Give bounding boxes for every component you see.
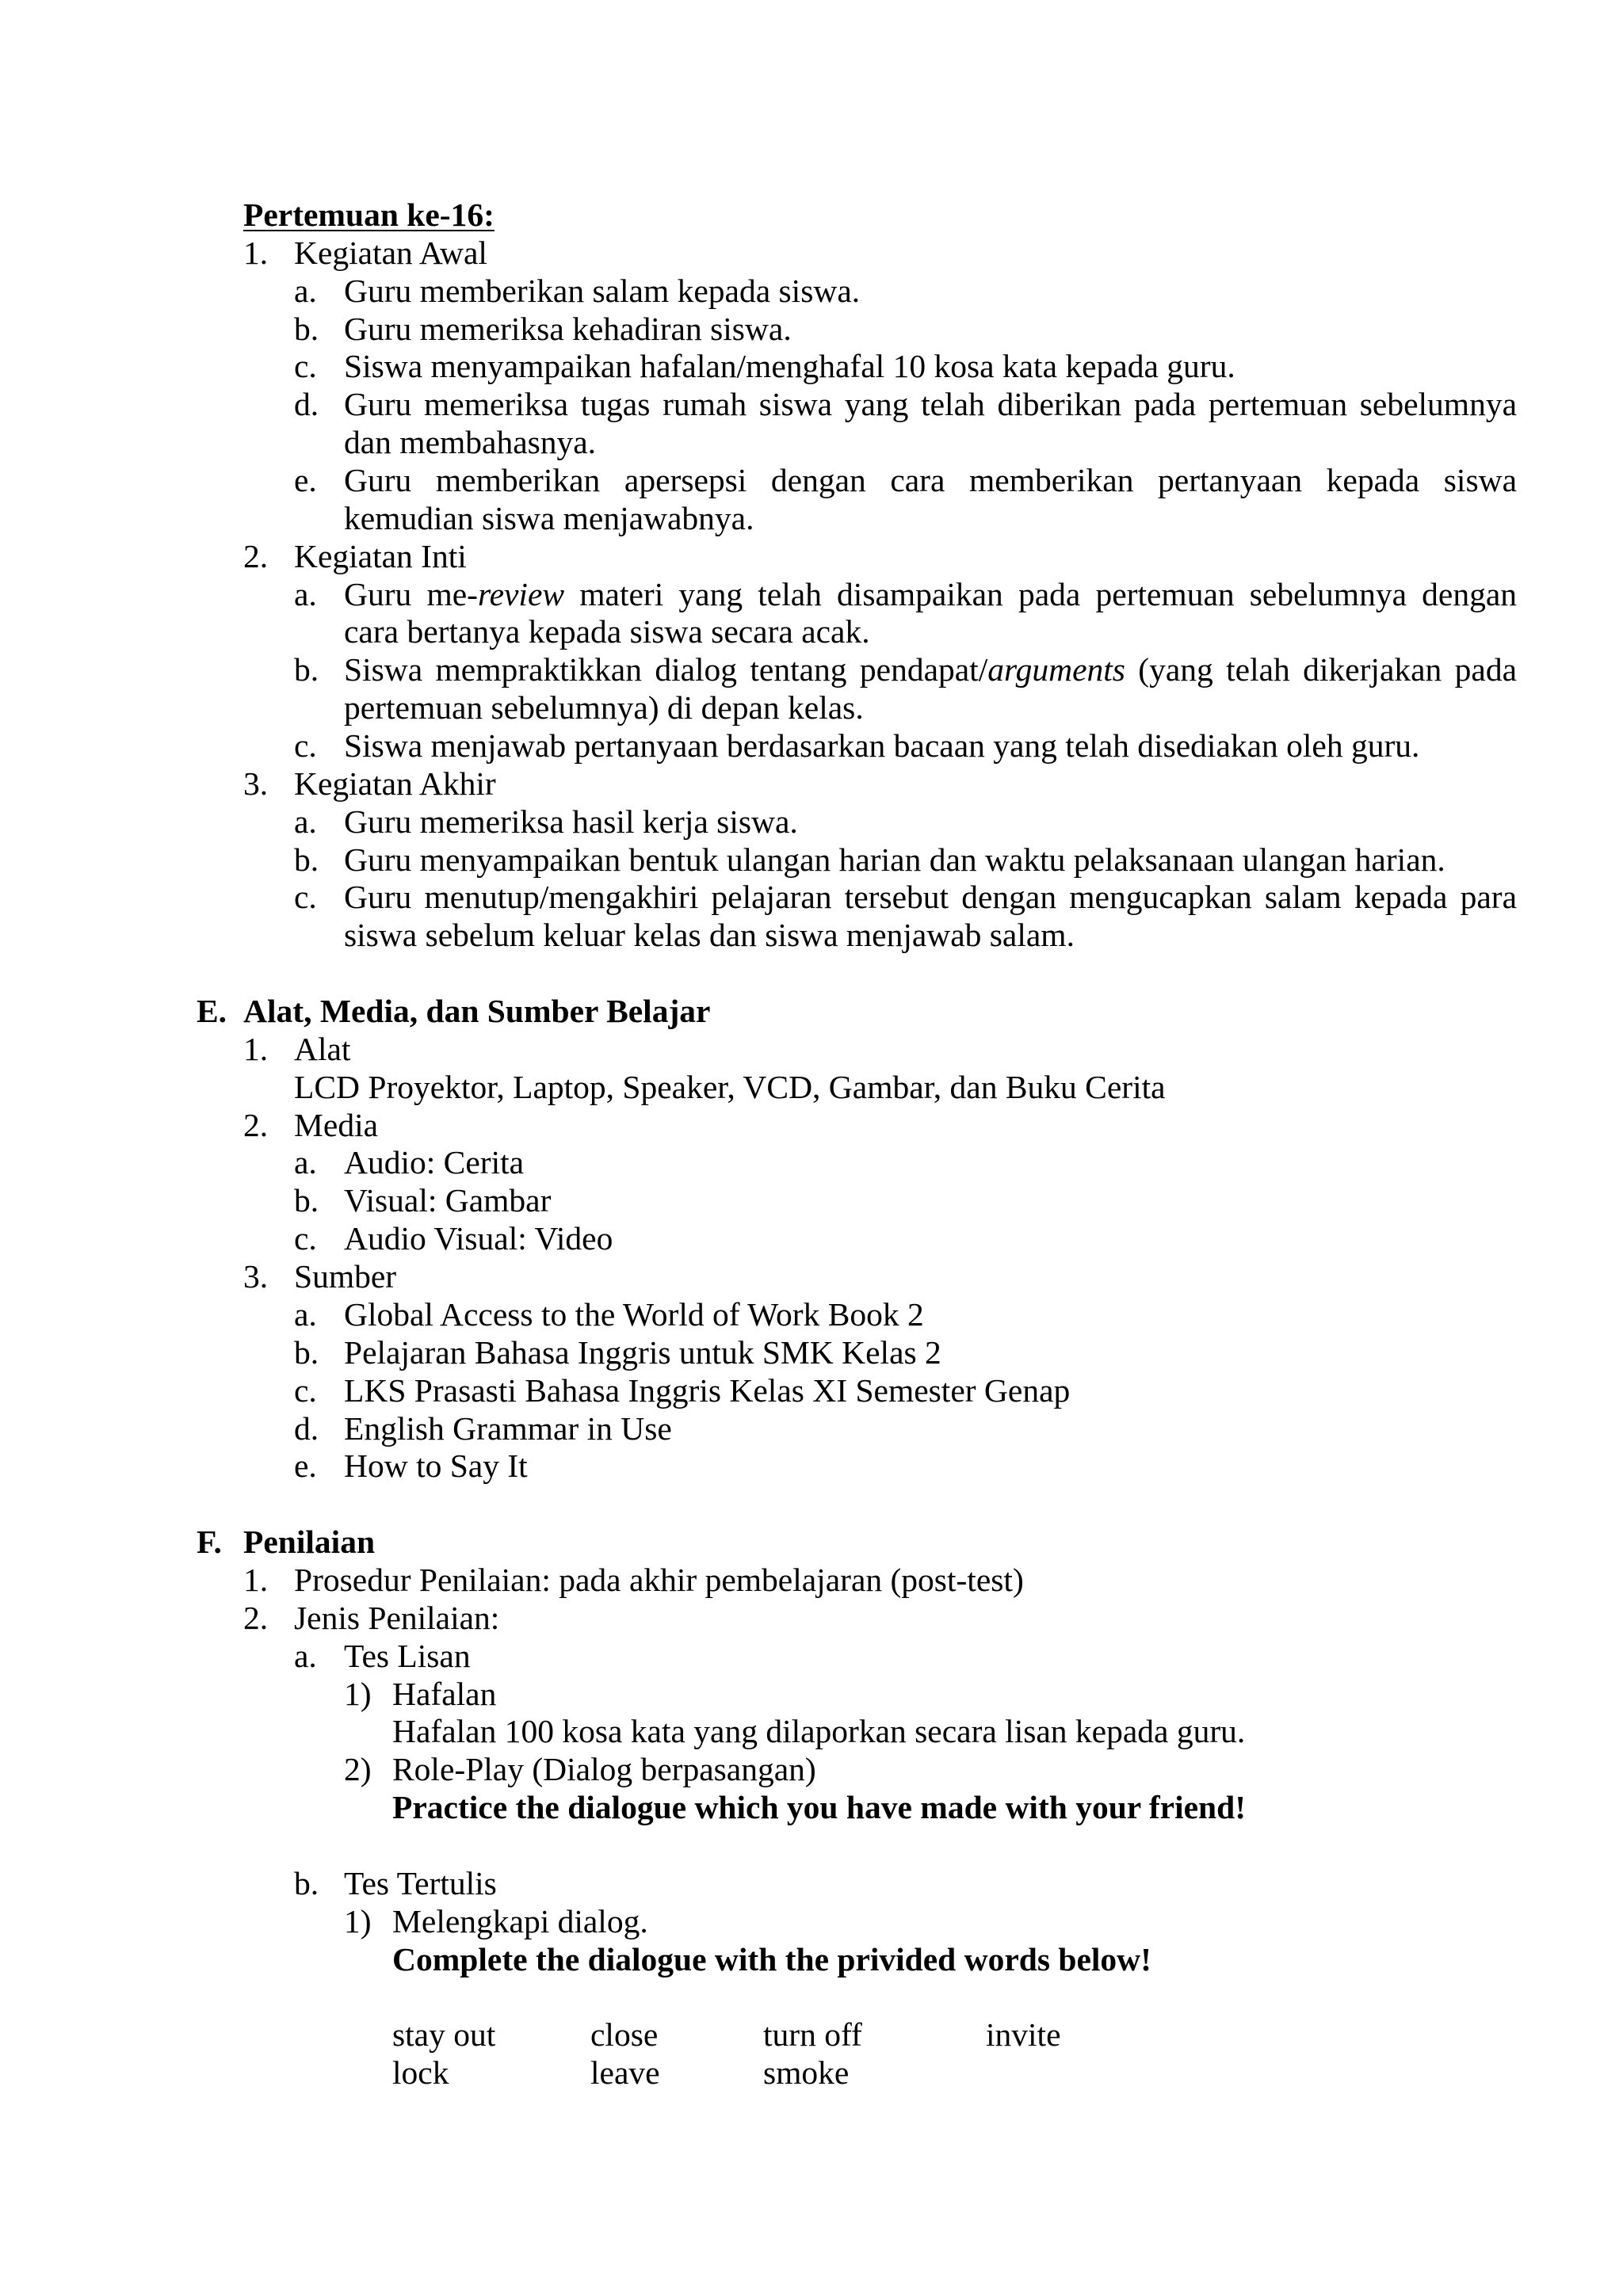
item-text: How to Say It [344, 1447, 528, 1485]
task-number: 2) [344, 1751, 372, 1788]
blank-line [0, 1978, 1623, 2016]
item-label: e. [294, 1447, 317, 1485]
point-text: Jenis Penilaian: [294, 1599, 500, 1636]
group-heading-row [0, 1258, 1623, 1296]
step-title: Kegiatan Inti [294, 537, 467, 574]
text-segment: (yang telah dikerjakan pada [1125, 651, 1517, 688]
item-label: c. [294, 1371, 317, 1409]
item-text: Global Access to the World of Work Book 2 [344, 1295, 924, 1333]
list-item [0, 1410, 1623, 1448]
item-label: a. [294, 272, 317, 309]
item-text: Guru menyampaikan bentuk ulangan harian dan waktu pelaksanaan ulangan harian. [344, 841, 1445, 878]
group-title: Media [294, 1106, 379, 1143]
step-title: Kegiatan Awal [294, 234, 487, 271]
list-item [0, 576, 1623, 614]
text-segment: materi yang telah disampaikan pada pertemuan sebelumnya dengan [564, 575, 1518, 612]
group-number: 1. [243, 1030, 269, 1067]
item-text-line: siswa sebelum keluar kelas dan siswa menjawab salam. [344, 917, 1075, 954]
step-title: Kegiatan Akhir [294, 765, 496, 802]
section-heading-row [0, 1524, 1623, 1562]
group-heading-row [0, 1107, 1623, 1145]
task-row [0, 1903, 1623, 1941]
task-title: Role-Play (Dialog berpasangan) [392, 1751, 816, 1788]
word-bank-word: invite [986, 2016, 1061, 2054]
item-text: Pelajaran Bahasa Inggris untuk SMK Kelas 2 [344, 1333, 941, 1371]
task-instruction-row [0, 1941, 1623, 1979]
item-label: c. [294, 348, 317, 385]
text-segment: Siswa mempraktikkan dialog tentang pendapat/ [344, 651, 988, 688]
word-bank-word: stay out [392, 2016, 496, 2054]
task-row [0, 1676, 1623, 1714]
list-item [0, 803, 1623, 841]
group-number: 2. [243, 1106, 269, 1143]
blank-line [0, 1486, 1623, 1524]
list-item [0, 1144, 1623, 1182]
task-instruction: Complete the dialogue with the privided words below! [392, 1940, 1151, 1978]
step-heading-row [0, 538, 1623, 576]
task-number: 1) [344, 1902, 372, 1939]
section-title: Penilaian [243, 1524, 376, 1561]
word-bank-word: smoke [763, 2054, 850, 2092]
item-label: a. [294, 1144, 317, 1181]
word-bank-row [0, 2054, 1623, 2092]
section-letter: F. [197, 1524, 222, 1561]
section-title: Alat, Media, dan Sumber Belajar [243, 993, 711, 1030]
point-number: 1. [243, 1561, 269, 1598]
item-text-line: dan membahasnya. [344, 424, 597, 461]
meeting-heading-row [0, 196, 1623, 235]
item-label: b. [294, 1182, 319, 1219]
item-label: c. [294, 879, 317, 916]
task-instruction: Practice the dialogue which you have made with your friend! [392, 1789, 1247, 1826]
list-item [0, 386, 1623, 424]
item-label: c. [294, 727, 317, 765]
blank-line [0, 1827, 1623, 1865]
word-bank-word: turn off [763, 2016, 862, 2054]
section-heading-row [0, 993, 1623, 1031]
task-detail-row [0, 1713, 1623, 1751]
item-label: d. [294, 386, 319, 423]
word-bank-word: leave [590, 2054, 660, 2092]
group-text: LCD Proyektor, Laptop, Speaker, VCD, Gambar, dan Buku Cerita [294, 1068, 1166, 1105]
point-row [0, 1562, 1623, 1600]
item-label: c. [294, 1220, 317, 1257]
task-instruction-row [0, 1789, 1623, 1827]
list-item [0, 727, 1623, 765]
step-heading-row [0, 235, 1623, 273]
item-text: Siswa menyampaikan hafalan/menghafal 10 kosa kata kepada guru. [344, 348, 1235, 385]
group-text-row [0, 1069, 1623, 1107]
item-label: b. [294, 841, 319, 878]
item-text: Audio Visual: Video [344, 1220, 613, 1257]
item-text: Audio: Cerita [344, 1144, 525, 1181]
list-item [0, 1220, 1623, 1258]
list-item [0, 841, 1623, 879]
group-heading-row [0, 1031, 1623, 1069]
group-number: 3. [243, 1258, 269, 1295]
step-number: 1. [243, 234, 269, 271]
task-detail: Hafalan 100 kosa kata yang dilaporkan secara lisan kepada guru. [392, 1713, 1246, 1750]
list-item [0, 1447, 1623, 1486]
text-segment: Guru me- [344, 575, 478, 612]
list-item-continuation [0, 917, 1623, 955]
list-item-continuation [0, 689, 1623, 727]
item-text: Guru memeriksa kehadiran siswa. [344, 310, 792, 347]
item-text: Guru memeriksa hasil kerja siswa. [344, 803, 798, 840]
section-letter: E. [197, 993, 227, 1030]
item-text-line: Guru menutup/mengakhiri pelajaran tersebut dengan mengucapkan salam kepada para [344, 879, 1517, 916]
list-item-continuation [0, 500, 1623, 538]
list-item [0, 879, 1623, 917]
item-text-line: cara bertanya kepada siswa secara acak. [344, 613, 870, 650]
task-title: Hafalan [392, 1675, 497, 1712]
word-bank-word: close [590, 2016, 659, 2054]
word-bank-word: lock [392, 2054, 449, 2092]
step-heading-row [0, 765, 1623, 803]
step-number: 2. [243, 537, 269, 574]
item-label: b. [294, 1333, 319, 1371]
word-bank-row [0, 2016, 1623, 2054]
point-text: Prosedur Penilaian: pada akhir pembelajaran (post-test) [294, 1561, 1024, 1598]
assessment-type-row [0, 1865, 1623, 1903]
item-label: d. [294, 1409, 319, 1447]
item-text-line: kemudian siswa menjawabnya. [344, 499, 754, 536]
blank-line [0, 955, 1623, 993]
item-text: Siswa menjawab pertanyaan berdasarkan bacaan yang telah disediakan oleh guru. [344, 727, 1420, 765]
item-text: LKS Prasasti Bahasa Inggris Kelas XI Semester Genap [344, 1371, 1071, 1409]
list-item [0, 311, 1623, 349]
type-title: Tes Tertulis [344, 1864, 497, 1901]
item-text-line [344, 651, 1517, 689]
item-label: b. [294, 651, 319, 688]
list-item [0, 1296, 1623, 1334]
item-label: a. [294, 575, 317, 612]
italic-term: review [477, 575, 565, 612]
item-label: e. [294, 462, 317, 499]
item-text-line: pertemuan sebelumnya) di depan kelas. [344, 689, 864, 727]
italic-term: arguments [987, 651, 1125, 688]
task-number: 1) [344, 1675, 372, 1712]
task-title: Melengkapi dialog. [392, 1902, 648, 1939]
list-item [0, 1334, 1623, 1372]
list-item [0, 348, 1623, 386]
group-title: Alat [294, 1030, 351, 1067]
step-number: 3. [243, 765, 269, 802]
lesson-plan-content [0, 196, 1623, 2092]
list-item [0, 273, 1623, 311]
point-number: 2. [243, 1599, 269, 1636]
list-item [0, 462, 1623, 500]
list-item [0, 1182, 1623, 1220]
type-label: a. [294, 1637, 317, 1674]
item-text-line [344, 576, 1517, 614]
item-text: Visual: Gambar [344, 1182, 552, 1219]
group-title: Sumber [294, 1258, 397, 1295]
point-row [0, 1600, 1623, 1638]
type-label: b. [294, 1864, 319, 1901]
item-label: b. [294, 310, 319, 347]
list-item [0, 1372, 1623, 1410]
item-text-line: Guru memeriksa tugas rumah siswa yang telah diberikan pada pertemuan sebelumnya [344, 386, 1517, 423]
list-item [0, 651, 1623, 689]
item-text-line: Guru memberikan apersepsi dengan cara memberikan pertanyaan kepada siswa [344, 462, 1517, 499]
type-title: Tes Lisan [344, 1637, 471, 1674]
item-label: a. [294, 1295, 317, 1333]
item-label: a. [294, 803, 317, 840]
item-text: English Grammar in Use [344, 1409, 672, 1447]
item-text: Guru memberikan salam kepada siswa. [344, 272, 861, 309]
task-row [0, 1751, 1623, 1789]
meeting-title: Pertemuan ke-16: [243, 196, 495, 233]
list-item-continuation [0, 613, 1623, 651]
list-item-continuation [0, 424, 1623, 462]
assessment-type-row [0, 1638, 1623, 1676]
